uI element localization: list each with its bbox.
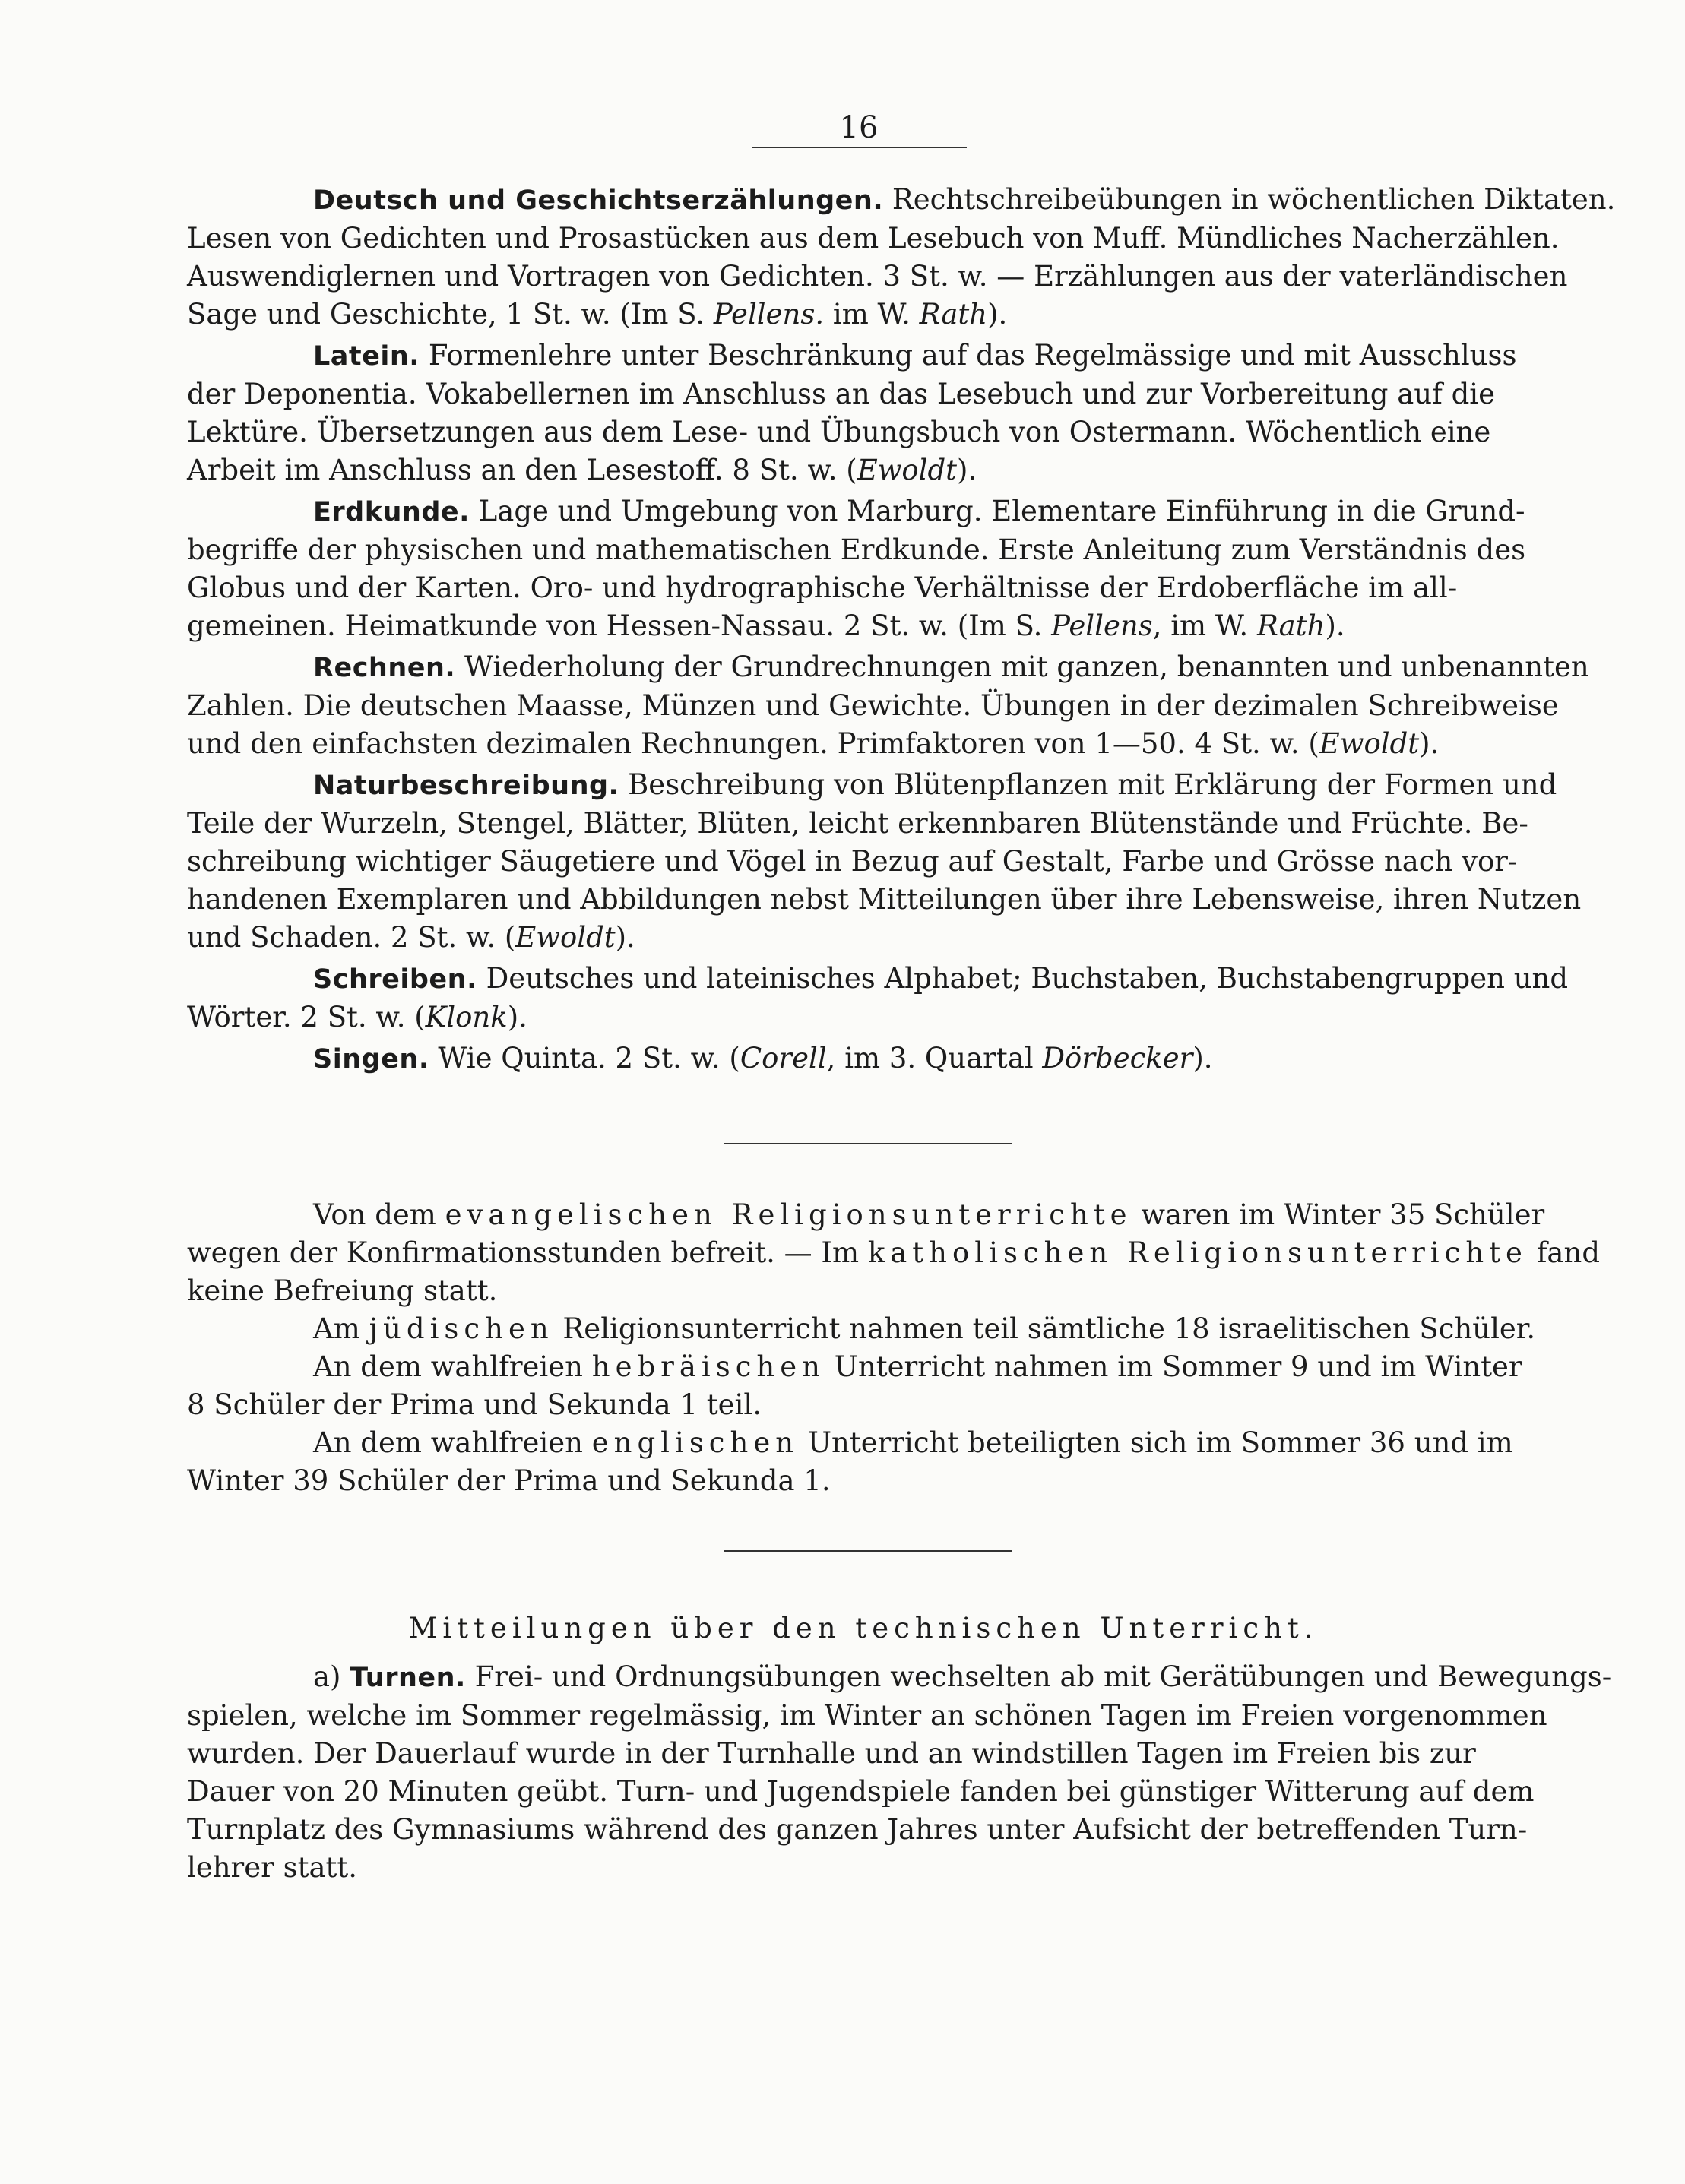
religion-p3-line-2: 8 Schüler der Prima und Sekunda 1 teil. <box>187 1388 762 1421</box>
deutsch-line-3: Auswendiglernen und Vortragen von Gedichten. 3 St. w. — Erzählungen aus der vaterländischen <box>187 260 1568 293</box>
schreiben-line-1: Schreiben. Deutsches und lateinisches Alphabet; Buchstaben, Buchstabengruppen und <box>313 962 1569 995</box>
deutsch-heading: Deutsch und Geschichtserzählungen. <box>313 185 884 216</box>
technical-section-title: Mitteilungen über den technischen Unterricht. <box>408 1612 1319 1644</box>
turnen-heading: Turnen. <box>350 1663 466 1693</box>
latein-line-3: Lektüre. Übersetzungen aus dem Lese- und Übungsbuch von Ostermann. Wöchentlich eine <box>187 416 1491 448</box>
latein-line-2: der Deponentia. Vokabellernen im Anschluss an das Lesebuch und zur Vorbereitung auf die <box>187 378 1496 410</box>
deutsch-line-1: Deutsch und Geschichtserzählungen. Rechtschreibeübungen in wöchentlichen Diktaten. <box>313 183 1616 216</box>
religion-section <box>187 1196 1600 1500</box>
turnen-line-1: a) Turnen. Frei- und Ordnungsübungen wechselten ab mit Gerätübungen und Bewegungs- <box>313 1660 1612 1693</box>
deutsch-line-2: Lesen von Gedichten und Prosastücken aus dem Lesebuch von Muff. Mündliches Nacherzählen. <box>187 222 1560 255</box>
singen-heading: Singen. <box>313 1044 429 1075</box>
latein-heading: Latein. <box>313 341 420 372</box>
natur-line-5: und Schaden. 2 St. w. (Ewoldt). <box>187 921 635 954</box>
subject-sections <box>187 181 1616 1078</box>
erdkunde-line-3: Globus und der Karten. Oro- und hydrographische Verhältnisse der Erdoberfläche im all- <box>187 571 1458 604</box>
rechnen-line-1: Rechnen. Wiederholung der Grundrechnungen mit ganzen, benannten und unbenannten <box>313 650 1589 683</box>
religion-p1-line-1: Von dem evangelischen Religionsunterrichte waren im Winter 35 Schüler <box>313 1198 1545 1231</box>
rechnen-heading: Rechnen. <box>313 653 456 683</box>
deutsch-line-4: Sage und Geschichte, 1 St. w. (Im S. Pellens. im W. Rath). <box>187 298 1008 331</box>
latein-line-4: Arbeit im Anschluss an den Lesestoff. 8 St. w. (Ewoldt). <box>187 454 977 486</box>
singen-line-1: Singen. Wie Quinta. 2 St. w. (Corell, im 3. Quartal Dörbecker). <box>313 1042 1213 1075</box>
schreiben-line-2: Wörter. 2 St. w. (Klonk). <box>187 1001 527 1033</box>
religion-p4-line-2: Winter 39 Schüler der Prima und Sekunda 1. <box>187 1464 831 1497</box>
natur-line-2: Teile der Wurzeln, Stengel, Blätter, Blüten, leicht erkennbaren Blütenstände und Früchte. Be- <box>187 807 1528 840</box>
page-number-rule <box>752 147 967 148</box>
erdkunde-line-4: gemeinen. Heimatkunde von Hessen-Nassau. 2 St. w. (Im S. Pellens, im W. Rath). <box>187 609 1345 642</box>
turnen-line-2: spielen, welche im Sommer regelmässig, im Winter an schönen Tagen im Freien vorgenommen <box>187 1699 1547 1732</box>
religion-p1-line-3: keine Befreiung statt. <box>187 1274 498 1307</box>
turnen-line-3: wurden. Der Dauerlauf wurde in der Turnhalle und an windstillen Tagen im Freien bis zur <box>187 1737 1476 1770</box>
turnen-line-4: Dauer von 20 Minuten geübt. Turn- und Jugendspiele fanden bei günstiger Witterung auf dem <box>187 1775 1535 1808</box>
separator-rule-1 <box>724 1143 1012 1144</box>
natur-line-3: schreibung wichtiger Säugetiere und Vögel in Bezug auf Gestalt, Farbe und Grösse nach vor- <box>187 845 1518 878</box>
erdkunde-heading: Erdkunde. <box>313 497 470 527</box>
erdkunde-line-1: Erdkunde. Lage und Umgebung von Marburg. Elementare Einführung in die Grund- <box>313 495 1525 527</box>
religion-p2-line-1: Am jüdischen Religionsunterricht nahmen teil sämtliche 18 israelitischen Schüler. <box>313 1312 1536 1345</box>
religion-p1-line-2: wegen der Konfirmationsstunden befreit. — Im katholischen Religionsunterrichte fand <box>187 1236 1600 1269</box>
rechnen-line-3: und den einfachsten dezimalen Rechnungen. Primfaktoren von 1—50. 4 St. w. (Ewoldt). <box>187 727 1440 760</box>
natur-line-4: handenen Exemplaren und Abbildungen nebst Mitteilungen über ihre Lebensweise, ihren Nutzen <box>187 883 1582 916</box>
page-number: 16 <box>839 110 879 145</box>
natur-heading: Naturbeschreibung. <box>313 771 619 801</box>
rechnen-line-2: Zahlen. Die deutschen Maasse, Münzen und Gewichte. Übungen in der dezimalen Schreibweise <box>187 689 1559 722</box>
latein-line-1: Latein. Formenlehre unter Beschränkung auf das Regelmässige und mit Ausschluss <box>313 339 1517 372</box>
schreiben-heading: Schreiben. <box>313 964 477 995</box>
turnen-line-5: Turnplatz des Gymnasiums während des ganzen Jahres unter Aufsicht der betreffenden Turn- <box>187 1813 1528 1846</box>
technical-section <box>187 1658 1612 1887</box>
religion-p4-line-1: An dem wahlfreien englischen Unterricht beteiligten sich im Sommer 36 und im <box>313 1426 1513 1459</box>
natur-line-1: Naturbeschreibung. Beschreibung von Blütenpflanzen mit Erklärung der Formen und <box>313 768 1557 801</box>
erdkunde-line-2: begriffe der physischen und mathematischen Erdkunde. Erste Anleitung zum Verständnis des <box>187 533 1526 566</box>
separator-rule-2 <box>724 1550 1012 1552</box>
religion-p3-line-1: An dem wahlfreien hebräischen Unterricht nahmen im Sommer 9 und im Winter <box>313 1350 1522 1383</box>
turnen-line-6: lehrer statt. <box>187 1851 358 1884</box>
